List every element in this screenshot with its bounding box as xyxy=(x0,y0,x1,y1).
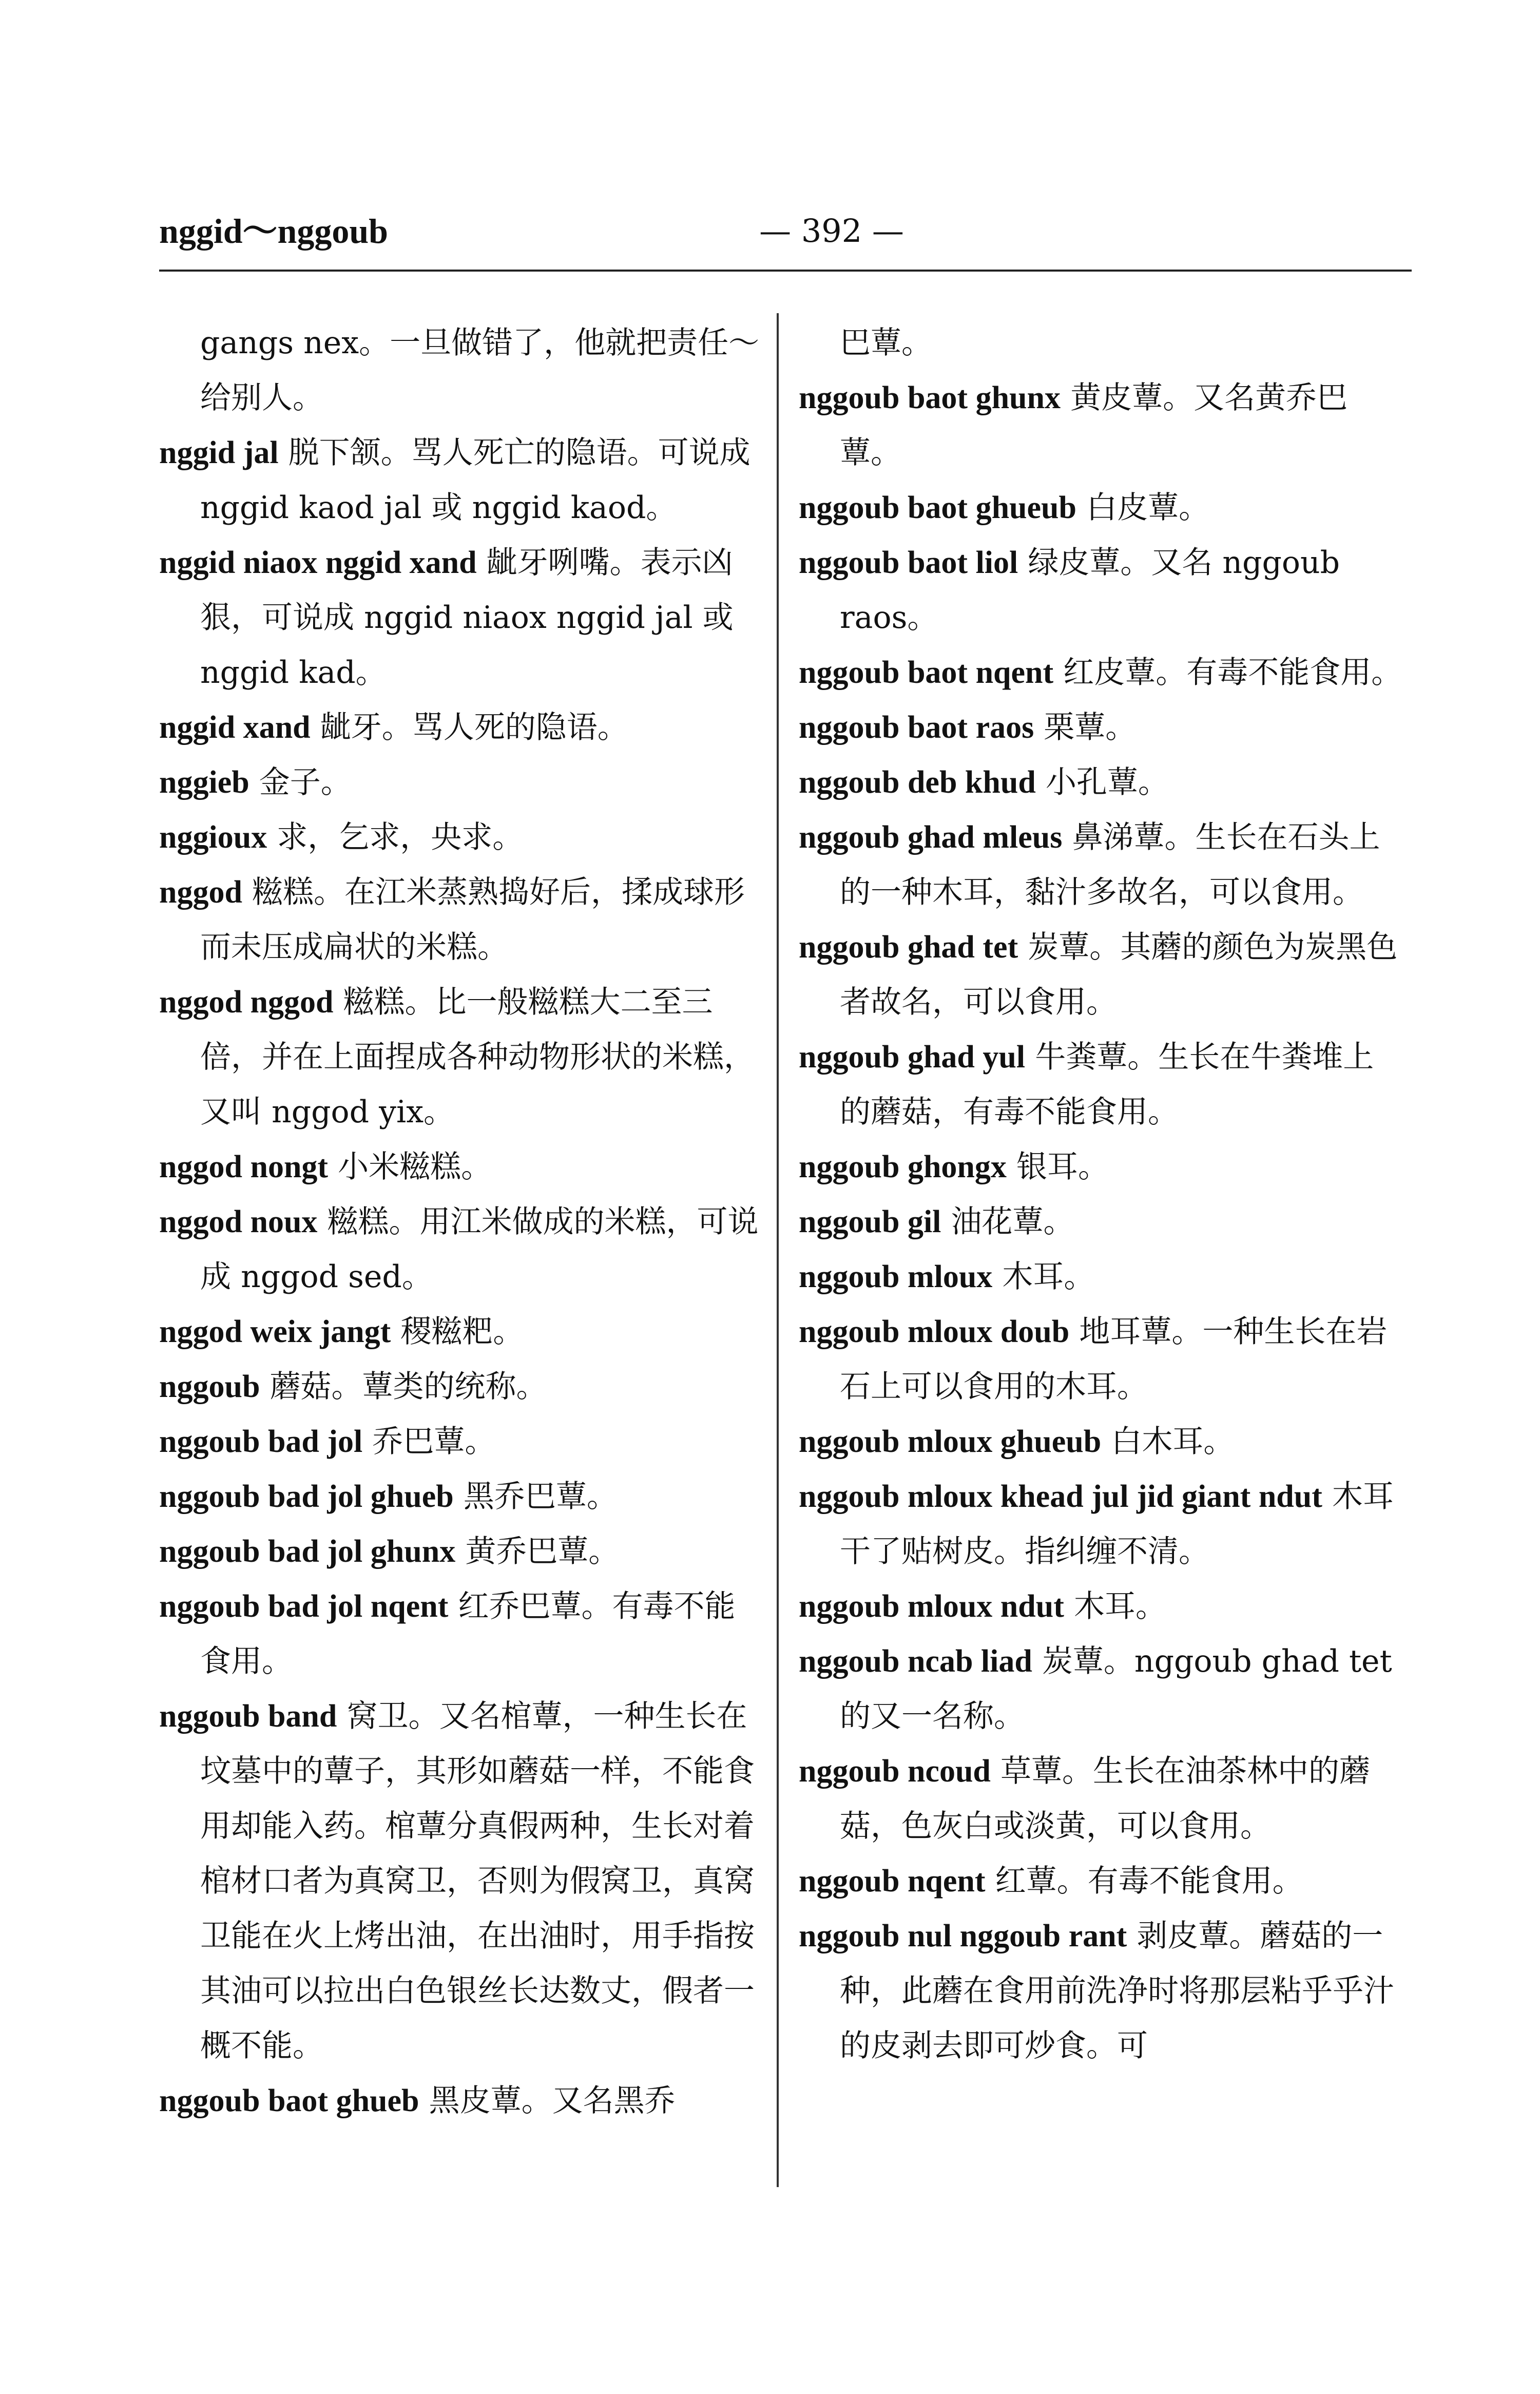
entry-headword: nggoub deb khud xyxy=(799,765,1036,800)
entry-headword: nggoub nul nggoub rant xyxy=(799,1919,1127,1953)
dictionary-entry xyxy=(159,1469,765,1524)
entry-headword: nggoub xyxy=(159,1369,260,1404)
entry-definition: 黄皮蕈。又名黄乔巴蕈。 xyxy=(840,380,1348,471)
dictionary-entry xyxy=(799,1579,1404,1634)
entry-headword: nggid jal xyxy=(159,435,279,470)
entry-definition: 糍糕。在江米蒸熟捣好后，揉成球形而未压成扁状的米糕。 xyxy=(200,874,745,965)
dictionary-entry xyxy=(799,645,1404,700)
entry-definition: 木耳。 xyxy=(1002,1259,1095,1295)
dictionary-entry xyxy=(799,481,1404,535)
entry-definition: 炭蕈。nggoub ghad tet 的又一名称。 xyxy=(840,1643,1392,1734)
entry-definition: 草蕈。生长在油茶林中的蘑菇，色灰白或淡黄，可以食用。 xyxy=(840,1753,1370,1844)
entry-headword: nggoub ghongx xyxy=(799,1150,1007,1184)
dictionary-entry xyxy=(799,1250,1404,1305)
entry-headword: nggoub band xyxy=(159,1699,337,1734)
entry-definition: 黑乔巴蕈。 xyxy=(463,1479,618,1515)
entry-headword: nggoub nqent xyxy=(799,1864,986,1899)
dictionary-entry xyxy=(159,1305,765,1359)
entry-headword: nggod nggod xyxy=(159,985,334,1020)
entry-definition: 龇牙。骂人死的隐语。 xyxy=(320,710,628,745)
entry-headword: nggid xand xyxy=(159,710,311,745)
entry-headword: nggoub mloux khead jul jid giant ndut xyxy=(799,1479,1322,1514)
entry-headword: nggoub ncab liad xyxy=(799,1644,1032,1679)
column-divider xyxy=(777,313,779,2187)
entry-definition: 糍糕。用江米做成的米糕，可说成 nggod sed。 xyxy=(200,1204,759,1295)
dictionary-entry xyxy=(799,1634,1404,1744)
dictionary-entry xyxy=(799,1469,1404,1579)
entry-headword: nggoub baot ghunx xyxy=(799,380,1061,415)
entry-definition: 黑皮蕈。又名黑乔 xyxy=(429,2083,676,2119)
dictionary-entry xyxy=(159,2074,765,2129)
entry-definition: 巴蕈。 xyxy=(840,325,932,361)
dictionary-entry xyxy=(159,1140,765,1195)
entry-definition: 脱下颔。骂人死亡的隐语。可说成 nggid kaod jal 或 nggid kaod。 xyxy=(200,435,750,526)
entry-definition: 油花蕈。 xyxy=(951,1204,1074,1240)
entry-definition: 黄乔巴蕈。 xyxy=(465,1534,620,1569)
left-column xyxy=(159,316,765,2129)
entry-definition: 小米糍糕。 xyxy=(338,1149,492,1185)
entry-headword: nggoub baot liol xyxy=(799,545,1018,580)
entry-headword: nggoub mloux doub xyxy=(799,1314,1070,1349)
dictionary-entry xyxy=(159,1689,765,2074)
dictionary-entry xyxy=(159,316,765,426)
entry-definition: 乔巴蕈。 xyxy=(372,1424,496,1460)
entry-definition: 龇牙咧嘴。表示凶狠，可说成 nggid niaox nggid jal 或 nggid kad。 xyxy=(200,545,734,691)
entry-headword: nggoub gil xyxy=(799,1204,941,1239)
entry-headword: nggoub ncoud xyxy=(799,1754,991,1789)
dictionary-entry xyxy=(159,1414,765,1469)
entry-definition: 绿皮蕈。又名 nggoub raos。 xyxy=(840,545,1340,636)
entry-definition: 炭蕈。其蘑的颜色为炭黑色者故名，可以食用。 xyxy=(840,929,1398,1020)
dictionary-entry xyxy=(159,865,765,975)
entry-definition: 剥皮蕈。蘑菇的一种，此蘑在食用前洗净时将那层粘乎乎汁的皮剥去即可炒食。可 xyxy=(840,1918,1394,2064)
dictionary-entry xyxy=(799,1195,1404,1250)
dictionary-entry xyxy=(799,700,1404,755)
dictionary-entry xyxy=(799,1140,1404,1195)
dictionary-entry xyxy=(799,920,1404,1030)
dictionary-entry xyxy=(799,1909,1404,2074)
right-column xyxy=(799,316,1404,2074)
dictionary-entry xyxy=(159,975,765,1140)
entry-definition: 窝卫。又名棺蕈，一种生长在坟墓中的蕈子，其形如蘑菇一样，不能食用却能入药。棺蕈分真假两种，生长对着棺材口者为真窝卫，否则为假窝卫，真窝卫能在火上烤出油，在出油时，用手指按其油可以拉出白色银丝长达数丈，假者一概不能。 xyxy=(200,1698,755,2064)
entry-definition: 地耳蕈。一种生长在岩石上可以食用的木耳。 xyxy=(840,1314,1388,1405)
entry-definition: 鼻涕蕈。生长在石头上的一种木耳，黏汁多故名，可以食用。 xyxy=(840,819,1380,910)
dictionary-entry xyxy=(159,1579,765,1689)
entry-definition: 木耳干了贴树皮。指纠缠不清。 xyxy=(840,1479,1394,1569)
dictionary-entry xyxy=(799,1305,1404,1414)
dictionary-entry xyxy=(159,1195,765,1305)
entry-headword: nggoub ghad tet xyxy=(799,930,1018,965)
entry-headword: nggoub baot ghueb xyxy=(159,2083,419,2118)
dictionary-entry xyxy=(159,810,765,865)
entry-headword: nggid niaox nggid xand xyxy=(159,545,477,580)
page-number: — 392 — xyxy=(759,212,904,250)
dictionary-entry xyxy=(159,1359,765,1414)
entry-headword: nggoub bad jol xyxy=(159,1424,363,1459)
entry-headword: nggod nongt xyxy=(159,1150,329,1184)
entry-definition: 糍糕。比一般糍糕大二至三倍，并在上面捏成各种动物形状的米糕，又叫 nggod yix。 xyxy=(200,984,755,1130)
dictionary-entry xyxy=(159,1524,765,1579)
dictionary-entry xyxy=(799,810,1404,920)
entry-headword: nggoub baot nqent xyxy=(799,655,1054,690)
dictionary-entry xyxy=(799,1414,1404,1469)
dictionary-entry xyxy=(799,755,1404,810)
dictionary-entry xyxy=(799,1744,1404,1854)
entry-definition: 小孔蕈。 xyxy=(1045,764,1169,800)
dictionary-entry xyxy=(159,755,765,810)
entry-definition: 金子。 xyxy=(259,764,352,800)
running-head: nggid～nggoub xyxy=(159,212,388,251)
entry-definition: 蘑菇。蕈类的统称。 xyxy=(270,1369,547,1405)
entry-definition: 木耳。 xyxy=(1073,1588,1166,1624)
dictionary-entry xyxy=(799,1030,1404,1140)
dictionary-entry xyxy=(799,1854,1404,1909)
entry-headword: nggioux xyxy=(159,820,267,855)
entry-headword: nggod xyxy=(159,875,242,910)
entry-definition: 牛粪蕈。生长在牛粪堆上的蘑菇，有毒不能食用。 xyxy=(840,1039,1374,1130)
entry-definition: gangs nex。一旦做错了，他就把责任～给别人。 xyxy=(200,325,760,416)
entry-definition: 红乔巴蕈。有毒不能食用。 xyxy=(200,1588,736,1679)
dictionary-entry xyxy=(159,426,765,535)
dictionary-entry xyxy=(799,535,1404,645)
entry-definition: 红皮蕈。有毒不能食用。 xyxy=(1063,655,1402,691)
entry-headword: nggoub bad jol ghunx xyxy=(159,1534,456,1569)
entry-headword: nggoub mloux ndut xyxy=(799,1589,1064,1624)
entry-headword: nggoub baot ghueub xyxy=(799,490,1077,525)
entry-definition: 求，乞求，央求。 xyxy=(277,819,524,855)
entry-definition: 白木耳。 xyxy=(1111,1424,1235,1460)
dictionary-entry xyxy=(799,316,1404,371)
entry-headword: nggoub ghad mleus xyxy=(799,820,1063,855)
dictionary-entry xyxy=(159,535,765,700)
entry-headword: nggod weix jangt xyxy=(159,1314,391,1349)
dictionary-entry xyxy=(799,371,1404,481)
entry-headword: nggoub ghad yul xyxy=(799,1040,1026,1075)
entry-definition: 白皮蕈。 xyxy=(1086,490,1210,526)
entry-headword: nggoub mloux xyxy=(799,1259,993,1294)
entry-headword: nggoub baot raos xyxy=(799,710,1034,745)
dictionary-entry xyxy=(159,700,765,755)
entry-definition: 银耳。 xyxy=(1016,1149,1109,1185)
entry-headword: nggoub bad jol nqent xyxy=(159,1589,449,1624)
entry-headword: nggoub mloux ghueub xyxy=(799,1424,1102,1459)
entry-definition: 稷糍粑。 xyxy=(400,1314,524,1350)
entry-headword: nggod noux xyxy=(159,1204,318,1239)
entry-definition: 红蕈。有毒不能食用。 xyxy=(995,1863,1303,1899)
entry-headword: nggoub bad jol ghueb xyxy=(159,1479,454,1514)
page-header xyxy=(159,210,1412,272)
entry-definition: 栗蕈。 xyxy=(1044,710,1137,745)
entry-headword: nggieb xyxy=(159,765,249,800)
